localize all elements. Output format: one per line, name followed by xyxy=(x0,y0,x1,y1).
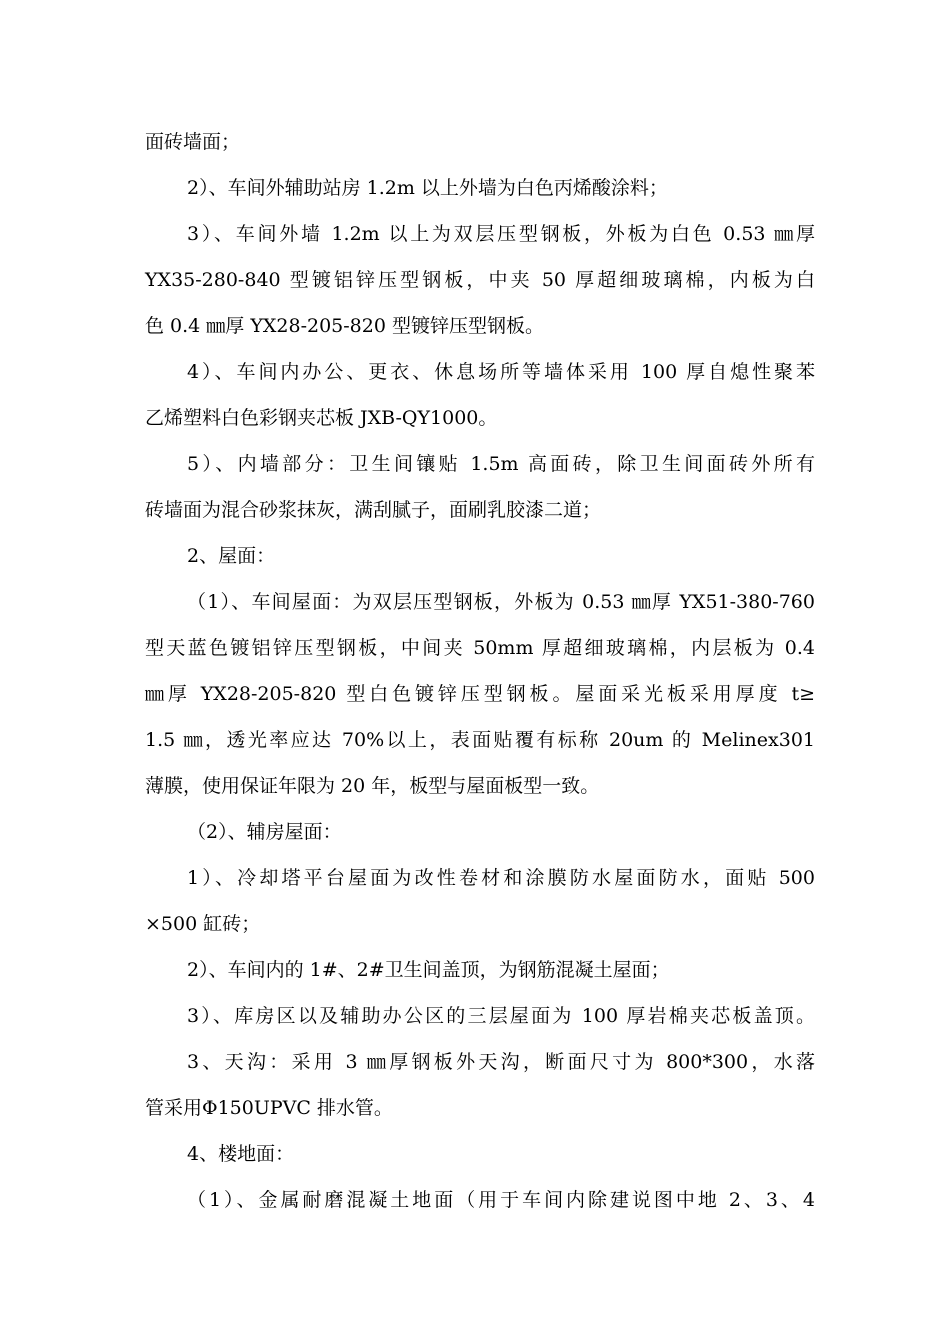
text-line: 1）、冷却塔平台屋面为改性卷材和涂膜防水屋面防水，面贴 500 xyxy=(187,867,815,889)
section-heading: 4、楼地面： xyxy=(187,1143,295,1165)
text-line: 2）、车间外辅助站房 1.2m 以上外墙为白色丙烯酸涂料； xyxy=(187,177,668,199)
text-line: （1）、车间屋面：为双层压型钢板，外板为 0.53 ㎜厚 YX51-380-760 xyxy=(187,591,815,613)
text-line: ×500 缸砖； xyxy=(145,913,261,935)
text-line: 5）、内墙部分：卫生间镶贴 1.5m 高面砖，除卫生间面砖外所有 xyxy=(187,453,815,475)
text-line: YX35-280-840 型镀铝锌压型钢板，中夹 50 厚超细玻璃棉，内板为白 xyxy=(145,269,815,291)
text-line: （1）、金属耐磨混凝土地面（用于车间内除建说图中地 2、3、4 xyxy=(187,1189,815,1211)
text-line: 色 0.4 ㎜厚 YX28-205-820 型镀锌压型钢板。 xyxy=(145,315,544,337)
section-heading: 2、屋面： xyxy=(187,545,276,567)
text-line: 4）、车间内办公、更衣、休息场所等墙体采用 100 厚自熄性聚苯 xyxy=(187,361,815,383)
text-line: 薄膜，使用保证年限为 20 年，板型与屋面板型一致。 xyxy=(145,775,600,797)
text-line: 3、天沟：采用 3 ㎜厚钢板外天沟，断面尺寸为 800*300，水落 xyxy=(187,1051,815,1073)
text-line: 3）、库房区以及辅助办公区的三层屋面为 100 厚岩棉夹芯板盖顶。 xyxy=(187,1005,815,1027)
subsection-heading: （2）、辅房屋面： xyxy=(187,821,342,843)
text-line: 1.5 ㎜，透光率应达 70%以上，表面贴覆有标称 20um 的 Melinex301 xyxy=(145,729,815,751)
text-line: ㎜厚 YX28-205-820 型白色镀锌压型钢板。屋面采光板采用厚度 t≥ xyxy=(145,683,815,705)
text-line: 管采用Φ150UPVC 排水管。 xyxy=(145,1097,393,1119)
text-line: 砖墙面为混合砂浆抹灰，满刮腻子，面刷乳胶漆二道； xyxy=(145,499,602,521)
text-line: 型天蓝色镀铝锌压型钢板，中间夹 50mm 厚超细玻璃棉，内层板为 0.4 xyxy=(145,637,815,659)
text-line: 面砖墙面； xyxy=(145,131,241,153)
text-line: 3）、车间外墙 1.2m 以上为双层压型钢板，外板为白色 0.53 ㎜厚 xyxy=(187,223,815,245)
text-line: 2）、车间内的 1#、2#卫生间盖顶，为钢筋混凝土屋面； xyxy=(187,959,670,981)
text-line: 乙烯塑料白色彩钢夹芯板 JXB-QY1000。 xyxy=(145,407,498,429)
